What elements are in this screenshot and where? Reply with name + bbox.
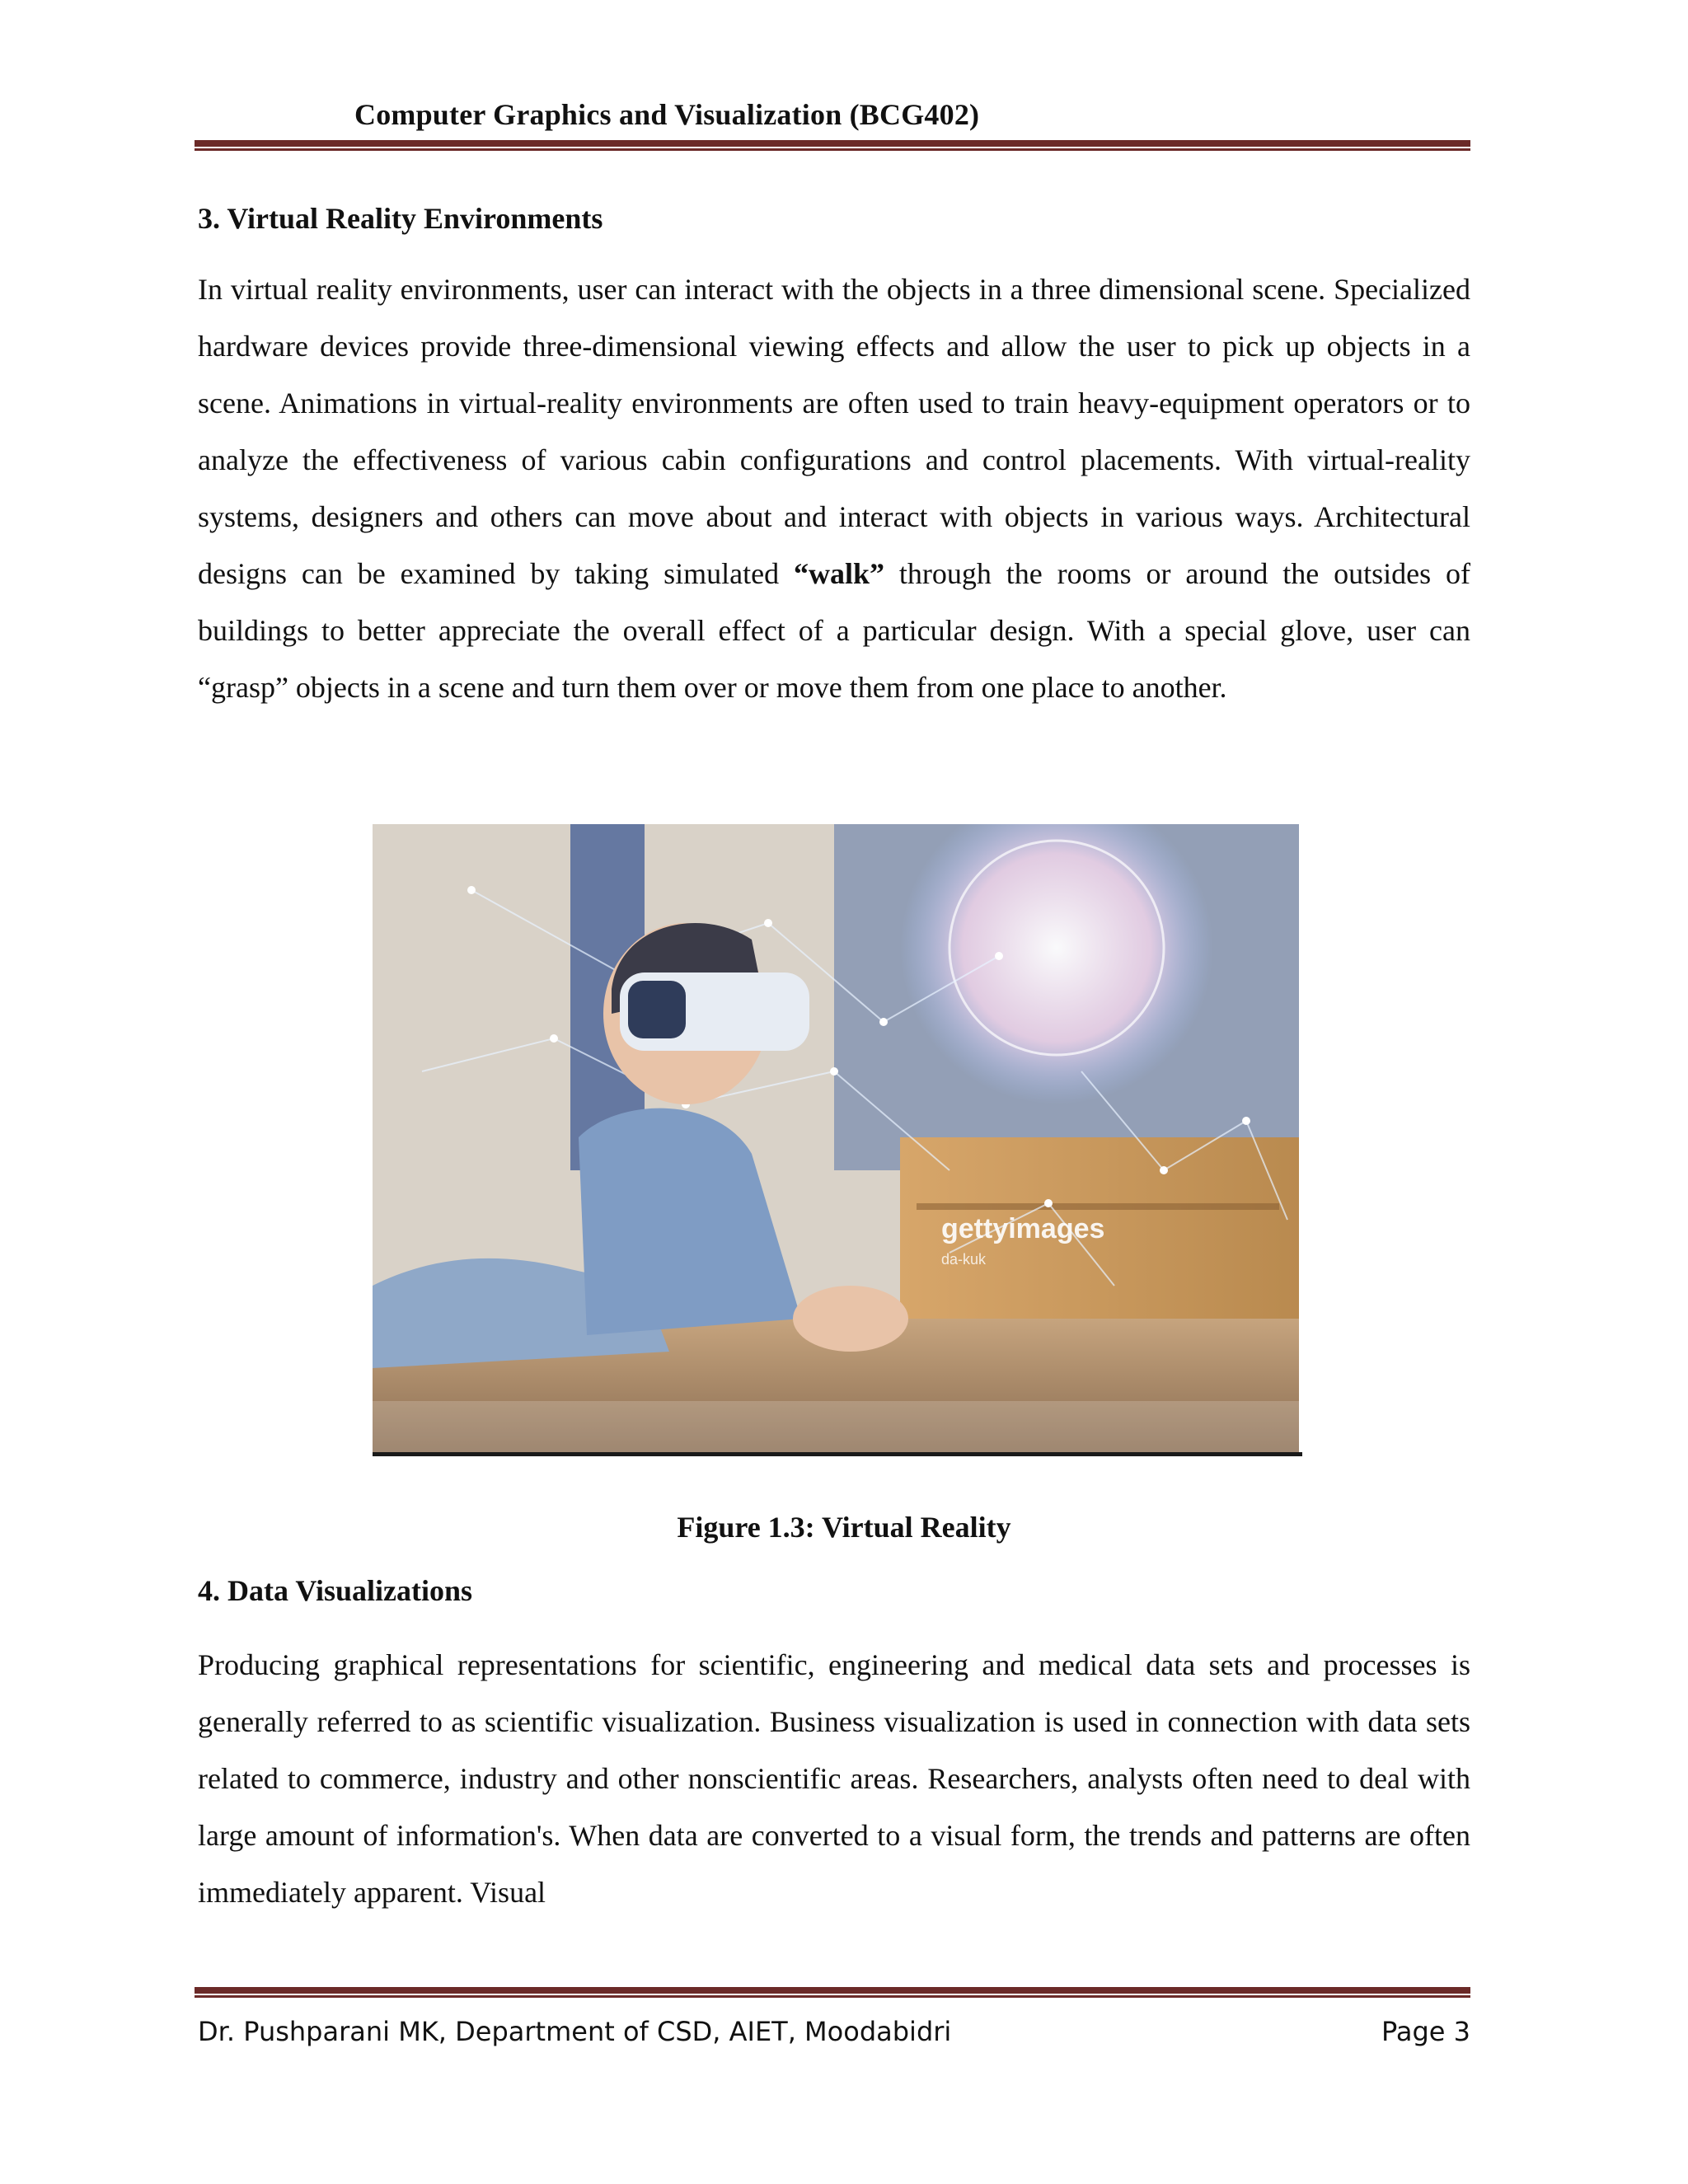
header-rule-thin [195, 148, 1470, 151]
figure-vr-photo [373, 824, 1299, 1452]
figure-bottom-border [373, 1452, 1302, 1456]
header-rule [195, 140, 1470, 152]
paragraph-text-part1: In virtual reality environments, user can interact with the objects in a three dimensional scene. Specialized hardware devices provide three-dimensional viewing effects and allow the user to pick up objects in a scene. Animations in virtual-reality environments are often used to train heavy-equipment operators or to analyze the effectiveness of various cabin configurations and control placements. With virtual-reality systems, designers and others can move about and interact with objects in various ways. Architectural designs can be examined by taking simulated [198, 273, 1470, 590]
paragraph-data-visualizations: Producing graphical representations for scientific, engineering and medical data sets and processes is generally referred to as scientific visualization. Business visualization is used in connection with data sets related to commerce, industry and other nonscientific areas. Researchers, analysts often need to deal with large amount of information's. When data are converted to a visual form, the trends and patterns are often immediately apparent. Visual [198, 1648, 1470, 1909]
getty-watermark-credit: da-kuk [941, 1251, 987, 1268]
footer-author: Dr. Pushparani MK, Department of CSD, AIET, Moodabidri [198, 2016, 952, 2047]
page-header-title: Computer Graphics and Visualization (BCG402) [354, 98, 980, 131]
footer-page-number: Page 3 [1381, 2016, 1470, 2047]
getty-watermark: gettyimages [941, 1213, 1105, 1244]
paragraph-virtual-reality [198, 261, 1470, 716]
footer-rule-thick [195, 1987, 1470, 1994]
vr-photo-illustration [373, 824, 1299, 1452]
header-rule-thick [195, 140, 1470, 147]
section-heading-virtual-reality: 3. Virtual Reality Environments [198, 202, 603, 235]
section-heading-data-visualizations: 4. Data Visualizations [198, 1574, 473, 1607]
bold-word-walk: “walk” [794, 557, 885, 590]
footer-rule [195, 1987, 1470, 1999]
paragraph-text-part2: through the rooms or around the outsides of buildings to better appreciate the overall effect of a particular design. With a special glove, user can “grasp” objects in a scene and turn them over or move them from one place to another. [198, 557, 1470, 704]
figure-caption: Figure 1.3: Virtual Reality [677, 1511, 1011, 1544]
footer-rule-thin [195, 1995, 1470, 1998]
